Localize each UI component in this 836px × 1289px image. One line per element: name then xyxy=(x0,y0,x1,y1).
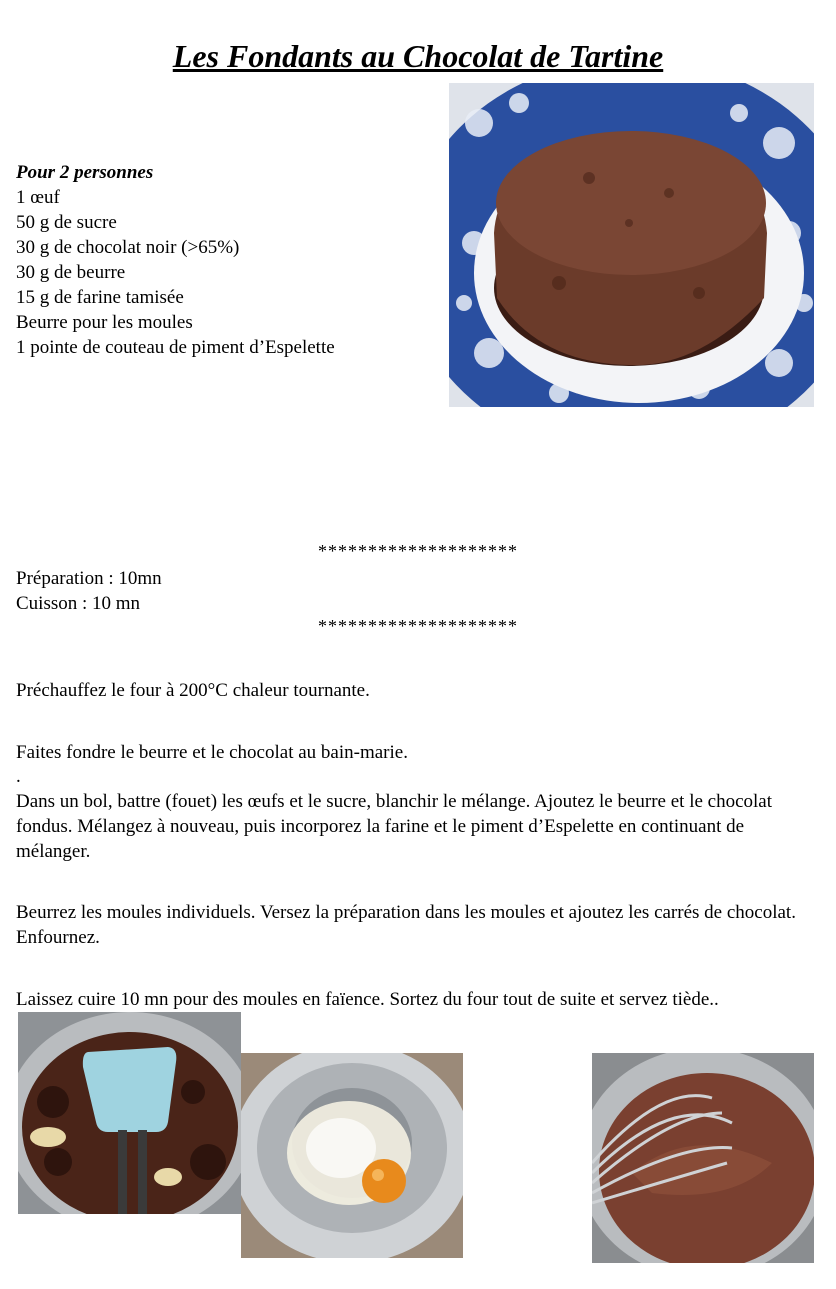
recipe-title: Les Fondants au Chocolat de Tartine xyxy=(172,38,664,74)
fondant-cake-photo xyxy=(449,83,814,407)
timing-block xyxy=(16,566,162,616)
ingredient-item: 1 pointe de couteau de piment d’Espelette xyxy=(16,337,335,358)
servings-heading: Pour 2 personnes xyxy=(16,162,154,183)
step-mould: Beurrez les moules individuels. Versez la préparation dans les moules et ajoutez les carrés de chocolat. Enfournez. xyxy=(16,902,796,948)
cooking-time: Cuisson : 10 mn xyxy=(16,593,141,614)
step-mix: Dans un bol, battre (fouet) les œufs et le sucre, blanchir le mélange. Ajoutez le beurre et le chocolat fondus. Mélangez à nouveau, puis incorporez la farine et le piment d’Espelette en continuant de mélanger. xyxy=(16,791,773,862)
ingredient-item: 50 g de sucre xyxy=(16,212,117,233)
step-preheat: Préchauffez le four à 200°C chaleur tournante. xyxy=(16,680,370,701)
preparation-time: Préparation : 10mn xyxy=(16,568,162,589)
egg-in-bowl-photo xyxy=(241,1053,463,1258)
step-separator-dot: . xyxy=(16,766,21,787)
ingredient-item: Beurre pour les moules xyxy=(16,312,193,333)
separator-bottom: ******************** xyxy=(318,616,518,636)
ingredient-item: 15 g de farine tamisée xyxy=(16,287,184,308)
step-melt: Faites fondre le beurre et le chocolat au bain-marie. xyxy=(16,742,408,763)
separator-top: ******************** xyxy=(318,541,518,561)
melted-chocolate-photo xyxy=(18,1012,241,1214)
ingredients-list xyxy=(16,160,335,360)
ingredient-item: 30 g de chocolat noir (>65%) xyxy=(16,237,240,258)
ingredient-item: 1 œuf xyxy=(16,187,60,208)
step-bake: Laissez cuire 10 mn pour des moules en faïence. Sortez du four tout de suite et servez tiède.. xyxy=(16,989,719,1010)
ingredient-item: 30 g de beurre xyxy=(16,262,126,283)
batter-whisk-photo xyxy=(592,1053,814,1263)
